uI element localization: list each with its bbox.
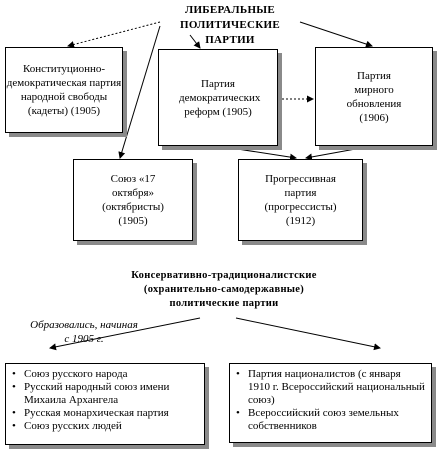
arrow-title-to-peaceful-renewal [300,22,372,46]
box-democratic-reforms [158,49,278,146]
box-peaceful-renewal [315,47,433,146]
liberal-parties-title: ЛИБЕРАЛЬНЫЕ ПОЛИТИЧЕСКИЕ ПАРТИИ [179,4,281,46]
right-party-list [229,363,432,443]
formed-note: Образовались, начиная с 1905 г. [30,319,138,345]
box-democratic-reforms-label: Партия демократических реформ (1905) [179,77,261,118]
arrow-renewal-to-progressists [306,146,372,158]
arrow-reforms-to-progressists [218,146,296,158]
list-item: • Всероссийский союз земельных собственников [236,407,425,433]
arrow-title-to-octobrists [120,26,160,158]
list-item: • Союз русских людей [12,420,198,433]
arrow-title-to-kadets [68,22,160,46]
box-kadets [5,47,123,133]
box-peaceful-renewal-label: Партия мирного обновления (1906) [346,69,402,124]
left-party-list [5,363,205,445]
box-progressists-label: Прогрессивная партия (прогрессисты) (1912) [264,173,337,227]
list-item: • Русская монархическая партия [12,407,198,420]
box-octobrists-label: Союз «17 октября» (октябристы) (1905) [102,173,164,227]
list-item: • Партия националистов (с января 1910 г. Всероссийский национальный союз) [236,368,425,407]
box-octobrists [73,159,193,241]
right-party-list-items [236,368,425,433]
list-item: • Союз русского народа [12,368,198,381]
arrow-conservative-to-right-list [236,318,380,348]
box-kadets-label: Конституционно-демократическая партия народной свободы (кадеты) (1905) [6,63,122,117]
box-progressists [238,159,363,241]
conservative-parties-title: Консервативно-традиционалистские (охранительно-самодержавные) политические партии [131,270,317,309]
list-item: • Русский народный союз имени Михаила Архангела [12,381,198,407]
left-party-list-items [12,368,198,433]
